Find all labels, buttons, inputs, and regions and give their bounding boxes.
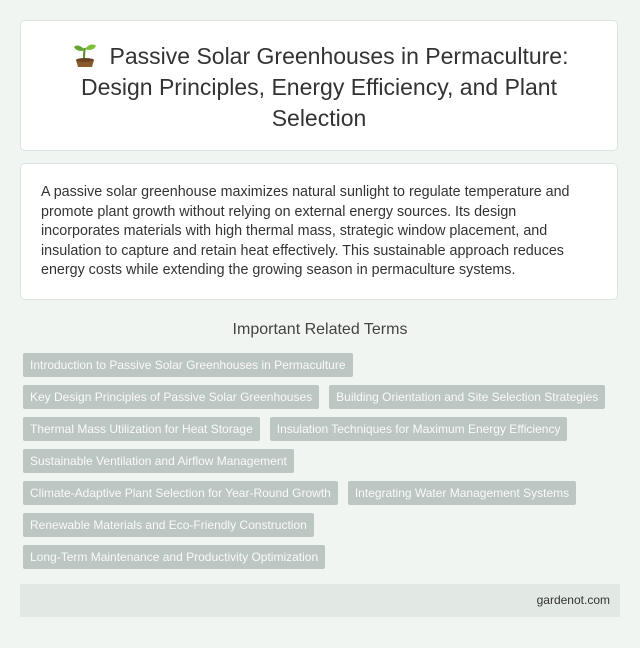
term-tag[interactable]: Introduction to Passive Solar Greenhouses in Permaculture: [23, 353, 353, 377]
intro-card: [20, 163, 618, 300]
page-title: [45, 41, 593, 134]
term-tag[interactable]: Key Design Principles of Passive Solar Greenhouses: [23, 385, 319, 409]
term-tag[interactable]: Thermal Mass Utilization for Heat Storage: [23, 417, 260, 441]
term-row: [23, 545, 623, 577]
term-row: [23, 449, 623, 481]
intro-text: A passive solar greenhouse maximizes natural sunlight to regulate temperature and promote plant growth without relying on external energy sources. Its design incorporates materials with high thermal mass, strategic window placement, and insulation to capture and retain heat effectively. This sustainable approach reduces energy costs while extending the growing season in permaculture systems.: [41, 184, 570, 278]
term-tag[interactable]: Climate-Adaptive Plant Selection for Year-Round Growth: [23, 481, 338, 505]
term-row: [23, 481, 623, 513]
footer-site[interactable]: gardenot.com: [536, 593, 610, 607]
term-tag[interactable]: Building Orientation and Site Selection Strategies: [329, 385, 605, 409]
term-row: [23, 513, 623, 545]
footer: [20, 584, 620, 617]
term-tag[interactable]: Insulation Techniques for Maximum Energy Efficiency: [270, 417, 568, 441]
term-tag[interactable]: Long-Term Maintenance and Productivity Optimization: [23, 545, 325, 569]
term-tag[interactable]: Integrating Water Management Systems: [348, 481, 576, 505]
term-row: [23, 385, 623, 417]
sprout-icon: [70, 42, 100, 68]
term-tag[interactable]: Sustainable Ventilation and Airflow Management: [23, 449, 294, 473]
term-row: [23, 417, 623, 449]
title-card: [20, 20, 618, 151]
term-row: [23, 353, 623, 385]
terms-list: [23, 353, 623, 577]
terms-heading: Important Related Terms: [232, 321, 408, 338]
term-tag[interactable]: Renewable Materials and Eco-Friendly Construction: [23, 513, 314, 537]
page-title-text: Passive Solar Greenhouses in Permaculture: Design Principles, Energy Efficiency, and Plant Selection: [80, 43, 569, 131]
